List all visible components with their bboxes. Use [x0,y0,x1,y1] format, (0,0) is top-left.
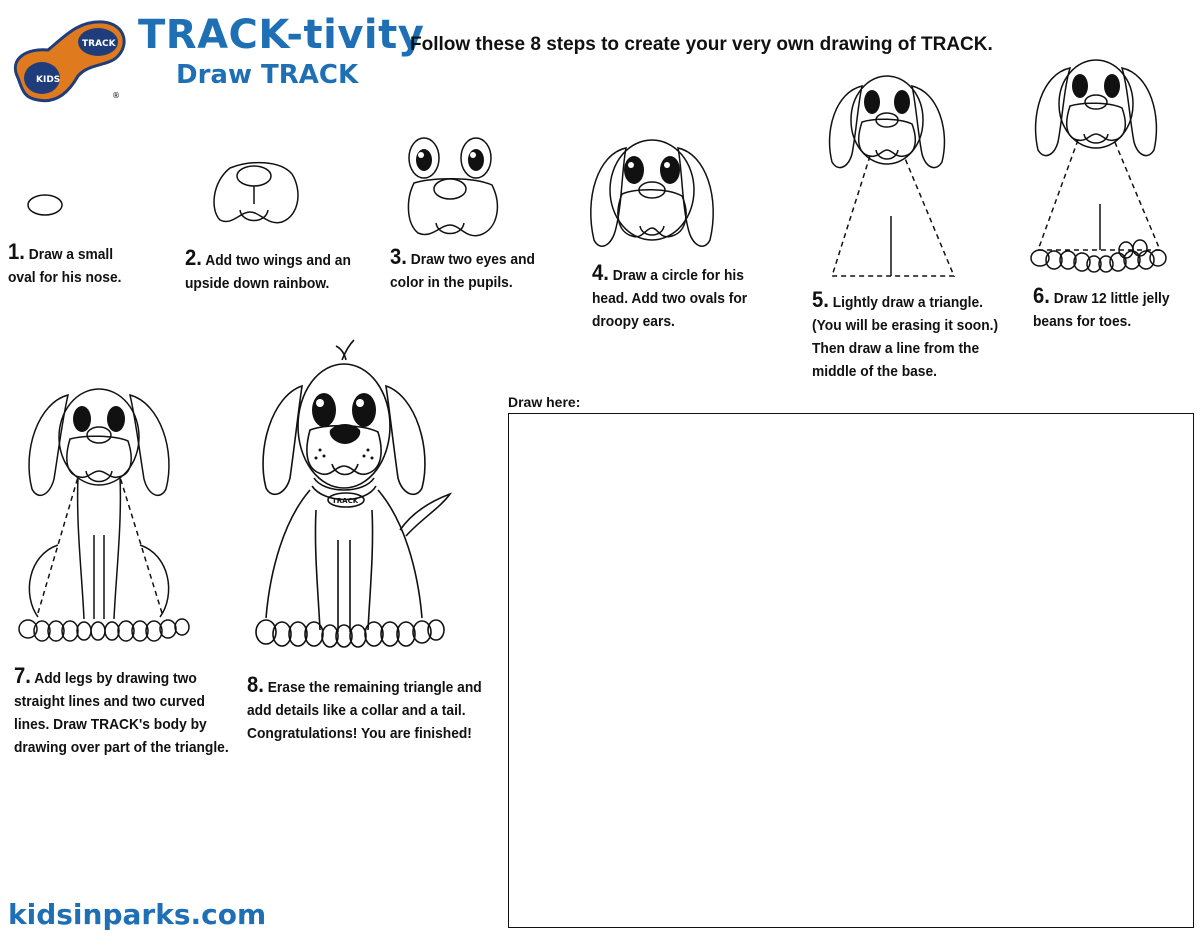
step-1-text [8,240,122,289]
step-number: 8. [247,672,264,697]
drawing-canvas[interactable] [508,413,1194,928]
step-line: upside down rainbow. [185,275,330,292]
step-line: middle of the base. [812,363,937,380]
step-5-text [812,288,998,383]
step-number: 1. [8,239,25,264]
kids-in-parks-logo [8,18,130,104]
step-line: Add two wings and an [205,252,351,269]
step-3-text [390,245,535,294]
step-line: (You will be erasing it soon.) [812,317,999,334]
step-line: Lightly draw a triangle. [832,294,984,311]
step-8-drawing [254,340,454,652]
step-line: add details like a collar and a tail. [247,702,466,719]
step-line: Draw two eyes and [410,251,535,268]
step-3-drawing [404,133,504,245]
step-line: Draw a circle for his [612,267,744,284]
step-number: 5. [812,287,829,312]
step-line: Congratulations! You are finished! [247,725,472,742]
step-line: Then draw a line from the [812,340,980,357]
svg-text:KIDS: KIDS [36,75,61,85]
step-number: 3. [390,244,407,269]
step-number: 7. [14,663,31,688]
svg-text:®: ® [112,91,120,100]
page-subtitle: Draw TRACK [176,60,359,90]
collar-tag-text: TRACK [332,497,359,505]
step-1-drawing [24,192,68,222]
step-line: Draw 12 little jelly [1053,290,1170,307]
footer-url[interactable]: kidsinparks.com [8,898,267,931]
page-title: TRACK-tivity [138,12,425,58]
step-line: beans for toes. [1033,313,1132,330]
step-line: Draw a small [28,246,114,263]
svg-text:TRACK: TRACK [82,39,116,49]
step-2-text [185,246,351,295]
intro-text: Follow these 8 steps to create your very own drawing of TRACK. [410,34,993,55]
step-2-drawing [210,160,305,235]
step-7-text [14,664,229,759]
step-number: 2. [185,245,202,270]
step-4-drawing [586,128,718,254]
step-line: color in the pupils. [390,274,513,291]
step-number: 6. [1033,283,1050,308]
step-number: 4. [592,260,609,285]
step-line: Erase the remaining triangle and [267,679,482,696]
step-line: straight lines and two curved [14,693,205,710]
step-7-drawing [18,385,180,647]
step-line: droopy ears. [592,313,675,330]
step-line: Add legs by drawing two [34,670,197,687]
footprint-logo-icon [8,18,130,104]
step-5-drawing [826,70,948,280]
step-line: drawing over part of the triangle. [14,739,229,756]
draw-area-label: Draw here: [508,394,581,410]
step-8-text [247,673,482,745]
step-line: head. Add two ovals for [592,290,748,307]
step-4-text [592,261,747,333]
step-6-drawing [1028,62,1168,272]
step-6-text [1033,284,1170,333]
step-line: lines. Draw TRACK's body by [14,716,207,733]
step-line: oval for his nose. [8,269,122,286]
